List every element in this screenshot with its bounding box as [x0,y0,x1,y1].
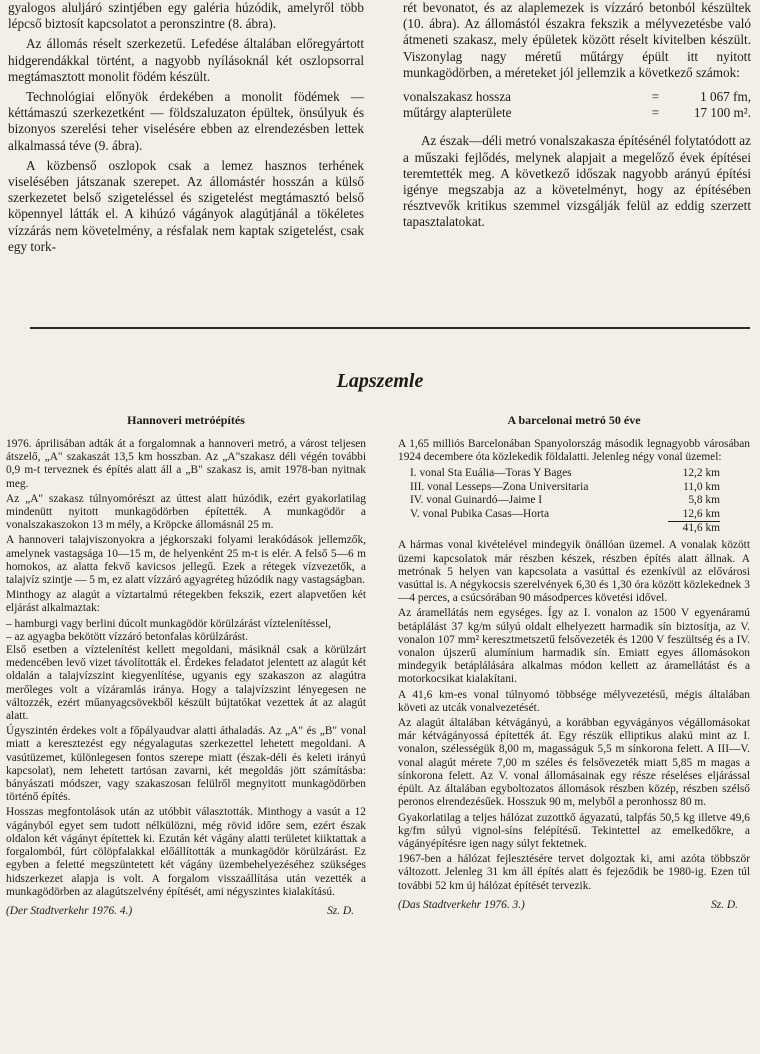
line-length: 11,0 km [683,480,720,493]
metro-lines-table [410,467,750,535]
paragraph: A 1,65 milliós Barcelonában Spanyolország második legnagyobb városában 1924 decembere óta közlekedik földalatti. Jelenleg négy vonal üzemel: [398,438,750,464]
stat-equals: = [651,89,660,105]
line-length: 5,8 km [688,494,720,507]
article-hannover [6,413,366,917]
table-row [410,481,750,494]
paragraph: Minthogy az alagút a víztartalmú rétegekben fekszik, ezert alapvetően két eljárást alkalmaztak: [6,589,366,615]
paragraph: Az észak—déli metró vonalszakasza építésénél folytatódott az a műszaki fejlődés, melynek alapjait a megelőző évek építései teremtették meg. A következő időszak nagyobb arányú építési igénye megszabja az a követelményt, hogy az építésében résztvevők kritikus szemmel vizsgálják felül az eddig szerzett tapasztalatokat. [403,133,751,230]
line-length: 12,6 km [668,508,720,522]
article-signature [398,899,750,911]
table-row [410,508,750,522]
line-name: III. vonal Lesseps—Zona Universitaria [410,480,589,493]
paragraph: Az „A" szakasz túlnyomórészt az úttest alatt húzódik, ezért gyakorlatilag mindenütt nyitott munkagödörben építették. A munkagödör a vonalszakaszokon 13 m mély, a Kröpcke állomásnál 25 m. [6,492,366,532]
stat-label: vonalszakasz hossza [403,89,512,105]
list-item: – az agyagba bekötött vízzáró betonfalas körülzárást. [6,630,248,643]
paragraph: Hosszas megfontolások után az utóbbit választották. Minthogy a vasút a 12 vágányból egyet sem tudott nélkülözni, még rövid időre sem, ezért észak oldalon két vágányt építettek ki. Ezután két vágány alatti területet kiiktattak a forgalomból, fúrt cölöpfalakkal előállították a munkagödör körülzárást. Ez egyben a feletté megszüntetett két vágány üzembehelyezéséhez szükséges hidszerkezet alapja is volt. A forgalom visszaállítása után vezették a munkagödörben az alagútszelvény építését, ami négyszintes kialakítású. [6,806,366,898]
paragraph: 1967-ben a hálózat fejlesztésére tervet dolgoztak ki, ami azóta többször változott. Jelenleg 31 km áll építés alatt és fejeződik be 1980-ig. Ezen túl további 52 km új hálózat építését tervezik. [398,853,750,892]
paragraph: Első esetben a víztelenítést kellett megoldani, másiknál csak a körülzárt medencében levő vizet távolították el. Érdekes feladatot jelentett az alagút két oldalán a talajvízszint kiegyenlítése, ugyanis egy szakaszon az alagútra merőleges volt a vízáramlás iránya. Hogy a talajvízszint lényegesen ne változzék, ezért műanyagcsövekből készült bújtatókat vezettek át az alagút alatt. [6,644,366,723]
stat-row [403,89,751,105]
total-length: 41,6 km [682,522,720,535]
list-item: – hamburgi vagy berlini dúcolt munkagödör körülzárást víztelenítéssel, [6,617,331,630]
author-initials: Sz. D. [711,898,738,911]
article-title: A barcelonai metró 50 éve [507,413,641,427]
line-name: V. vonal Pubika Casas—Horta [410,507,549,520]
article-signature [6,905,366,917]
paragraph: Technológiai előnyök érdekében a monolit födémek — kéttámaszú szerkezetként — földszaluzaton épültek, önsúlyuk és bizonyos szerelési teher viselésére ebben az elrendezésben lettek alkalmassá téve (9. ábra). [8,89,364,153]
table-row [410,467,750,480]
paragraph: A közbenső oszlopok csak a lemez hasznos terhének viselésében játszanak szerepet. Az állomástér hosszán a külső szerkezetet belső szigeteléssel és szigetelést megtámasztó belső köpennyel látták el. A kihúzó vágányok alagútjánál a tökéletes vízzárás nem követelmény, a résfalak nem kaptak szigetelést, csak egy tork- [8,157,364,254]
paragraph: Úgyszintén érdekes volt a főpályaudvar alatti áthaladás. Az „A" és „B" vonal miatt a keresztezést egy négyalagutas szerkezettel lehetett megoldani. A vasútüzemet, különlegesen fontos szerepe miatt (észak-déli és keleti irányú kapcsolat), nem lehetett tartósan zavarni, két megoldás jött számításba: bányászati módszer, vagy szakaszosan felülről megnyitott munkagödörben történő építés. [6,725,366,804]
article-title: Hannoveri metróépítés [127,413,245,427]
paragraph: Az áramellátás nem egységes. Így az I. vonalon az 1500 V egyenáramú betáplálást 37 kg/m súlyú oldalt elhelyezett harmadik sín biztosítja, az V. vonalon 107 mm² keresztmetszetű felsővezeték és 1200 V feszültség és a IV. vonalon újszerű alumínium harmadik sín. Emiatt egyes állomásokon mindegyik betáplálására alkalmas módon kellett az áramellátást és a motorkocsikat kialakítani. [398,607,750,686]
stat-label: műtárgy alapterülete [403,105,512,121]
section-title: Lapszemle [336,370,424,392]
paragraph: gyalogos aluljáró szintjében egy galéria húzódik, amelyről több lépcső biztosít kapcsolatot a peronszintre (8. ábra). [8,0,364,32]
stat-value: 1 067 fm, [700,89,751,105]
stat-equals: = [651,105,660,121]
paragraph: 1976. áprilisában adták át a forgalomnak a hannoveri metró, a várost teljesen átszelő, „A" szakaszát 13,5 km hosszban. Az „A"szakasz déli végén további 0,9 m-t terveznek és építés alatt áll a „B" szakasz is, amit 1978-ban nyitnak meg. [6,438,366,490]
paragraph: A hármas vonal kivételével mindegyik önállóan üzemel. A vonalak között üzemi kapcsolatok már részben készek, részben építés alatt állnak. A metrónak 5 helyen van kapcsolata a vasúttal és ezenkívül az elővárosi vasúttal is. A négykocsis szerelvények 6,30 és 1,30 óra között közlekednek 3—4 perces, a csúcsórában 90 másodperces követési idővel. [398,539,750,605]
paragraph: Az állomás réselt szerkezetű. Lefedése általában előregyártott hidgerendákkal történt, a nagyobb nyílásoknál két oszlopsorral megtámasztott monolit födém készült. [8,36,364,84]
source-citation: (Das Stadtverkehr 1976. 3.) [398,898,525,911]
paragraph: Az alagút általában kétvágányú, a korábban egyvágányos végállomásokat már kétvágányossá építették át. Egy részük elliptikus alakú mint az I. vonalon, szélességük 8,00 m, magasságuk 5,5 m sínkorona felett. A III—V. vonal alagút mérete 7,00 m széles és felsővezeték miatt 5,85 m magas a sínkorona felett. Az V. vonal állomásainak egy része réseléses eljárással épült. Az általában egyboltozatos állomások részben közép, részben szélső peronos elrendezésűek. Hosszuk 90 m, melyből a peronhossz 80 m. [398,717,750,809]
paragraph: Gyakorlatilag a teljes hálózat zuzottkő ágyazatú, talpfás 50,5 kg illetve 49,6 kg/fm súlyú vignol-síns felépítésű. Tekintettel az emelkedőkre, a vágányépítésre igen nagy súlyt fektetnek. [398,811,750,850]
top-left-column [8,0,364,259]
section-divider [30,327,750,329]
paragraph: rét bevonatot, és az alaplemezek is vízzáró betonból készültek (10. ábra). Az állomástól északra fekszik a mélyvezetésbe való átmeneti szakasz, mely épületek között réselt kivitelben készült. Viszonylag nagy méretű műtárgy épült itt nyitott munkagödörben, a méreteket jól jellemzik a következő számok: [403,0,751,80]
top-right-column [403,0,751,235]
stat-value: 17 100 m². [693,105,751,121]
table-row [410,494,750,507]
source-citation: (Der Stadtverkehr 1976. 4.) [6,904,133,917]
stat-row [403,105,751,121]
paragraph: A 41,6 km-es vonal túlnyomó többsége mélyvezetésű, mégis általában követi az utcák vonalvezetését. [398,688,750,714]
line-length: 12,2 km [682,467,720,480]
author-initials: Sz. D. [327,904,354,917]
line-name: IV. vonal Guinardó—Jaime I [410,494,543,507]
paragraph: A hannoveri talajviszonyokra a jégkorszaki folyami lerakódások jellemzők, amelynek vastagsága 10—15 m, de helyenként 25 m-t is elér. A felső 5—6 m homokos, az alatta fekvő kavicsos jellegű. Ezek a rétegek vízvezetők, a talajvíz szintje — 5 m, ez alatt vízzáró agyagréteg húzódik nagy vastagságban. [6,534,366,587]
article-barcelona [398,413,750,911]
line-name: I. vonal Sta Euália—Toras Y Bages [410,467,572,480]
table-total-row [410,522,750,535]
